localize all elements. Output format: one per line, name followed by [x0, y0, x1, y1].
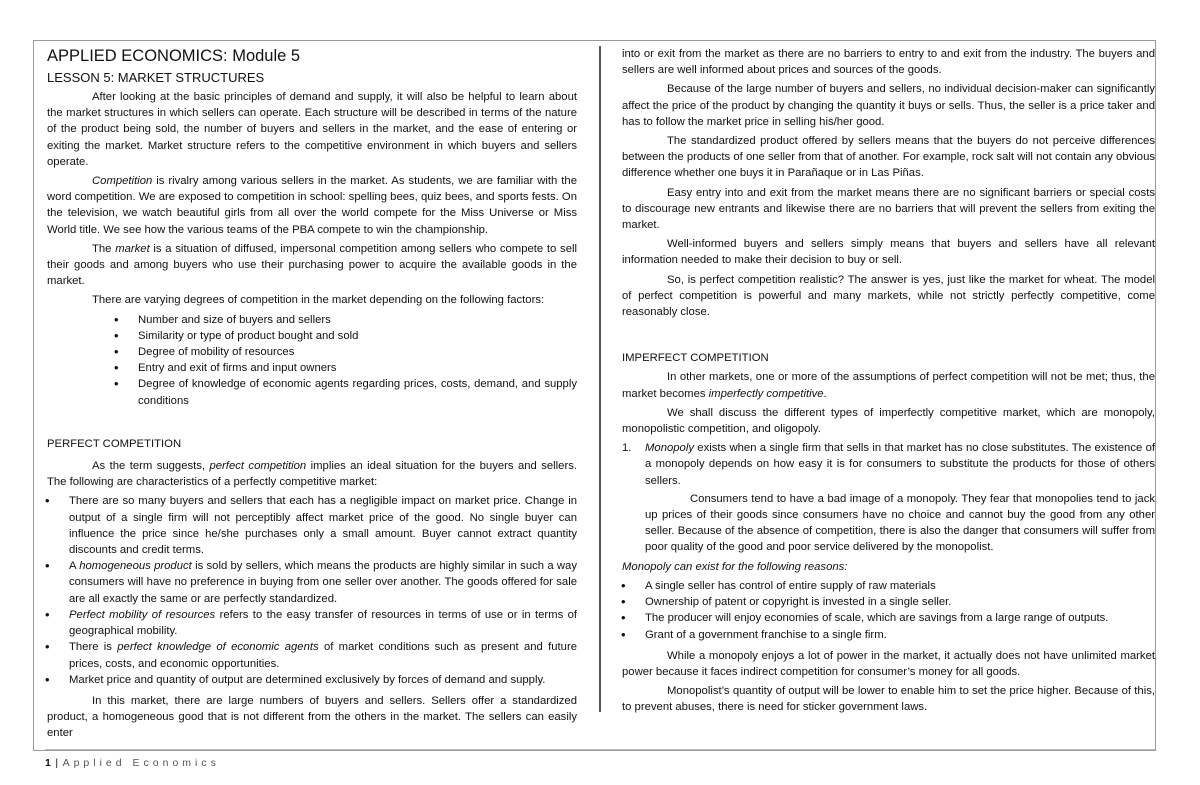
list-item: • Number and size of buyers and sellers	[138, 312, 577, 328]
continuation-paragraph: into or exit from the market as there are no barriers to entry to and exit from the industry. The buyers and sellers are well informed about prices and sources of the goods.	[622, 48, 1155, 77]
reasons-list	[622, 578, 1155, 643]
well-informed-paragraph: Well-informed buyers and sellers simply means that buyers and sellers have all relevant information needed to make their decision to buy or sell.	[622, 238, 1155, 267]
monopoly-image-paragraph: Consumers tend to have a bad image of a monopoly. They fear that monopolies tend to jack up prices of their goods since consumers have no choice and cannot buy the good from any other seller. Because of the absence of competition, there is also the danger that consumers will suffer from poor quality of the good and poor service delivered by the monopolist.	[645, 492, 1155, 554]
module-title: APPLIED ECONOMICS: Module 5	[47, 47, 301, 65]
factors-intro: There are varying degrees of competition in the market depending on the following factors:	[92, 294, 545, 307]
page-footer	[45, 757, 220, 769]
list-item: • Degree of knowledge of economic agents regarding prices, costs, demand, and supply conditions	[138, 376, 577, 408]
list-item: • The producer will enjoy economies of scale, which are savings from a large range of outputs.	[645, 610, 1155, 626]
imperfect-competition-heading: IMPERFECT COMPETITION	[622, 352, 769, 365]
footer-rule	[45, 749, 1155, 750]
imp1-a: In other markets, one or more of the assumptions of perfect competition will not be met; thus, the market becomes	[622, 371, 1155, 400]
market-text: is a situation of diffused, impersonal competition among sellers who compete to sell their goods and among buyers who use their purchasing power to acquire the available goods in the market.	[47, 242, 577, 288]
lesson-title: LESSON 5: MARKET STRUCTURES	[47, 70, 265, 85]
right-column	[622, 46, 1155, 719]
easy-entry-paragraph: Easy entry into and exit from the market means there are no significant barriers or special costs to discourage new entrants and likewise there are no barriers that will prevent the sellers from exiting the market.	[622, 186, 1155, 232]
characteristics-list	[47, 493, 577, 687]
char2-a: A	[69, 560, 80, 573]
types-list	[622, 440, 1155, 555]
list-item	[69, 558, 577, 607]
perfect-competition-heading: PERFECT COMPETITION	[47, 437, 182, 450]
intro-paragraph: After looking at the basic principles of demand and supply, it will also be helpful to learn about the market structures in which sellers can operate. Each structure will be described in terms of the nature of the product being sold, the number of buyers and sellers in the market, and the ease of entering or exiting the market. Market structure refers to the competitive environment in which buyers and sellers operate.	[47, 91, 577, 168]
market-summary-paragraph: In this market, there are large numbers of buyers and sellers. Sellers offer a standardized product, a homogeneous good that is not different from the others in the market. The sellers can easily enter	[47, 694, 577, 740]
imp1-b: .	[823, 387, 827, 400]
list-item: • Grant of a government franchise to a single firm.	[645, 627, 1155, 643]
standardized-product-paragraph: The standardized product offered by sellers means that the buyers do not perceive differences between the products of one seller from that of another. For example, rock salt will not contain any obvious difference whether one buys it in Parañaque or in Las Piñas.	[622, 135, 1155, 180]
perfect-intro-a: As the term suggests,	[92, 460, 210, 473]
list-item: • Ownership of patent or copyright is invested in a single seller.	[645, 594, 1155, 610]
types-paragraph: We shall discuss the different types of imperfectly competitive market, which are monopoly, monopolistic competition, and oligopoly.	[622, 406, 1155, 436]
column-divider	[599, 46, 601, 712]
char4-b: of market conditions such as present and future prices, costs, and economic opportunities.	[69, 641, 577, 670]
list-item: • A single seller has control of entire supply of raw materials	[645, 578, 1155, 594]
list-item	[69, 639, 577, 671]
char3-term: Perfect mobility of resources	[69, 608, 216, 621]
monopoly-term: Monopoly	[645, 442, 694, 455]
list-item: • Similarity or type of product bought and sold	[138, 328, 577, 344]
market-paragraph	[47, 241, 577, 290]
list-item: • There are so many buyers and sellers that each has a negligible impact on market price. Change in output of a single firm will not perceptibly affect market price of the good. No single buyer can influence the price since he/she purchases only a small amount. Buyer cannot extract quantity discounts and credit terms.	[69, 493, 577, 558]
list-item: • Degree of mobility of resources	[138, 344, 577, 360]
imperfect-intro	[622, 369, 1155, 401]
left-column	[47, 46, 577, 745]
char3-b: refers to the easy transfer of resources in terms of use or in terms of geographical mobility.	[69, 608, 577, 638]
factors-list	[47, 312, 577, 409]
market-term: market	[115, 242, 150, 255]
perfect-intro-term: perfect competition	[209, 460, 307, 473]
imp1-term: imperfectly competitive	[708, 387, 824, 400]
competition-paragraph	[47, 173, 577, 238]
char4-a: There is	[69, 641, 118, 654]
char4-term: perfect knowledge of economic agents	[117, 641, 319, 654]
page-number: 1	[45, 757, 52, 769]
footer-separator: |	[55, 757, 59, 769]
list-item	[622, 440, 1155, 555]
char2-b: is sold by sellers, which means the products are highly similar in such a way consumers will have no preference in buying from one seller over another. The goods offered for sale are all exactly the same or are perfectly standardized.	[69, 560, 577, 605]
reasons-heading: Monopoly can exist for the following reasons:	[622, 560, 848, 573]
price-taker-paragraph: Because of the large number of buyers and sellers, no individual decision-maker can significantly affect the price of the product by changing the quantity it buys or sells. Thus, the seller is a price taker and has to follow the market price in selling his/her good.	[622, 83, 1155, 128]
realistic-paragraph: So, is perfect competition realistic? The answer is yes, just like the market for wheat. The model of perfect competition is powerful and many markets, while not strictly perfectly competitive, come reasonably close.	[622, 273, 1155, 319]
footer-label: Applied Economics	[62, 757, 220, 769]
competition-term: Competition	[92, 175, 153, 188]
perfect-intro-b: implies an ideal situation for the buyers and sellers. The following are characteristics of a perfectly competitive market:	[47, 460, 577, 489]
item-number: 1.	[622, 442, 632, 455]
list-item: • Entry and exit of firms and input owners	[138, 360, 577, 376]
market-power-paragraph: While a monopoly enjoys a lot of power in the market, it actually does not have unlimited market power because it faces indirect competition for consumer’s money for all goods.	[622, 649, 1155, 678]
competition-text: is rivalry among various sellers in the market. As students, we are familiar with the word competition. We are exposed to competition in school: spelling bees, quiz bees, and sports fests. On the television, we watch beautiful girls from all over the world compete for the Miss Universe or Miss World title. We see how the various teams of the PBA compete to win the championship.	[47, 175, 577, 236]
list-item	[69, 607, 577, 639]
list-item: • Market price and quantity of output are determined exclusively by forces of demand and supply.	[69, 672, 577, 688]
perfect-intro	[47, 458, 577, 490]
market-pre: The	[92, 242, 116, 255]
char2-term: homogeneous product	[79, 560, 192, 573]
output-paragraph: Monopolist’s quantity of output will be lower to enable him to set the price higher. Because of this, to prevent abuses, there is need for sticker government laws.	[622, 685, 1155, 714]
monopoly-definition: exists when a single firm that sells in that market has no close substitutes. The existence of a monopoly depends on how easy it is for consumers to substitute the products for those of others sellers.	[645, 442, 1155, 487]
